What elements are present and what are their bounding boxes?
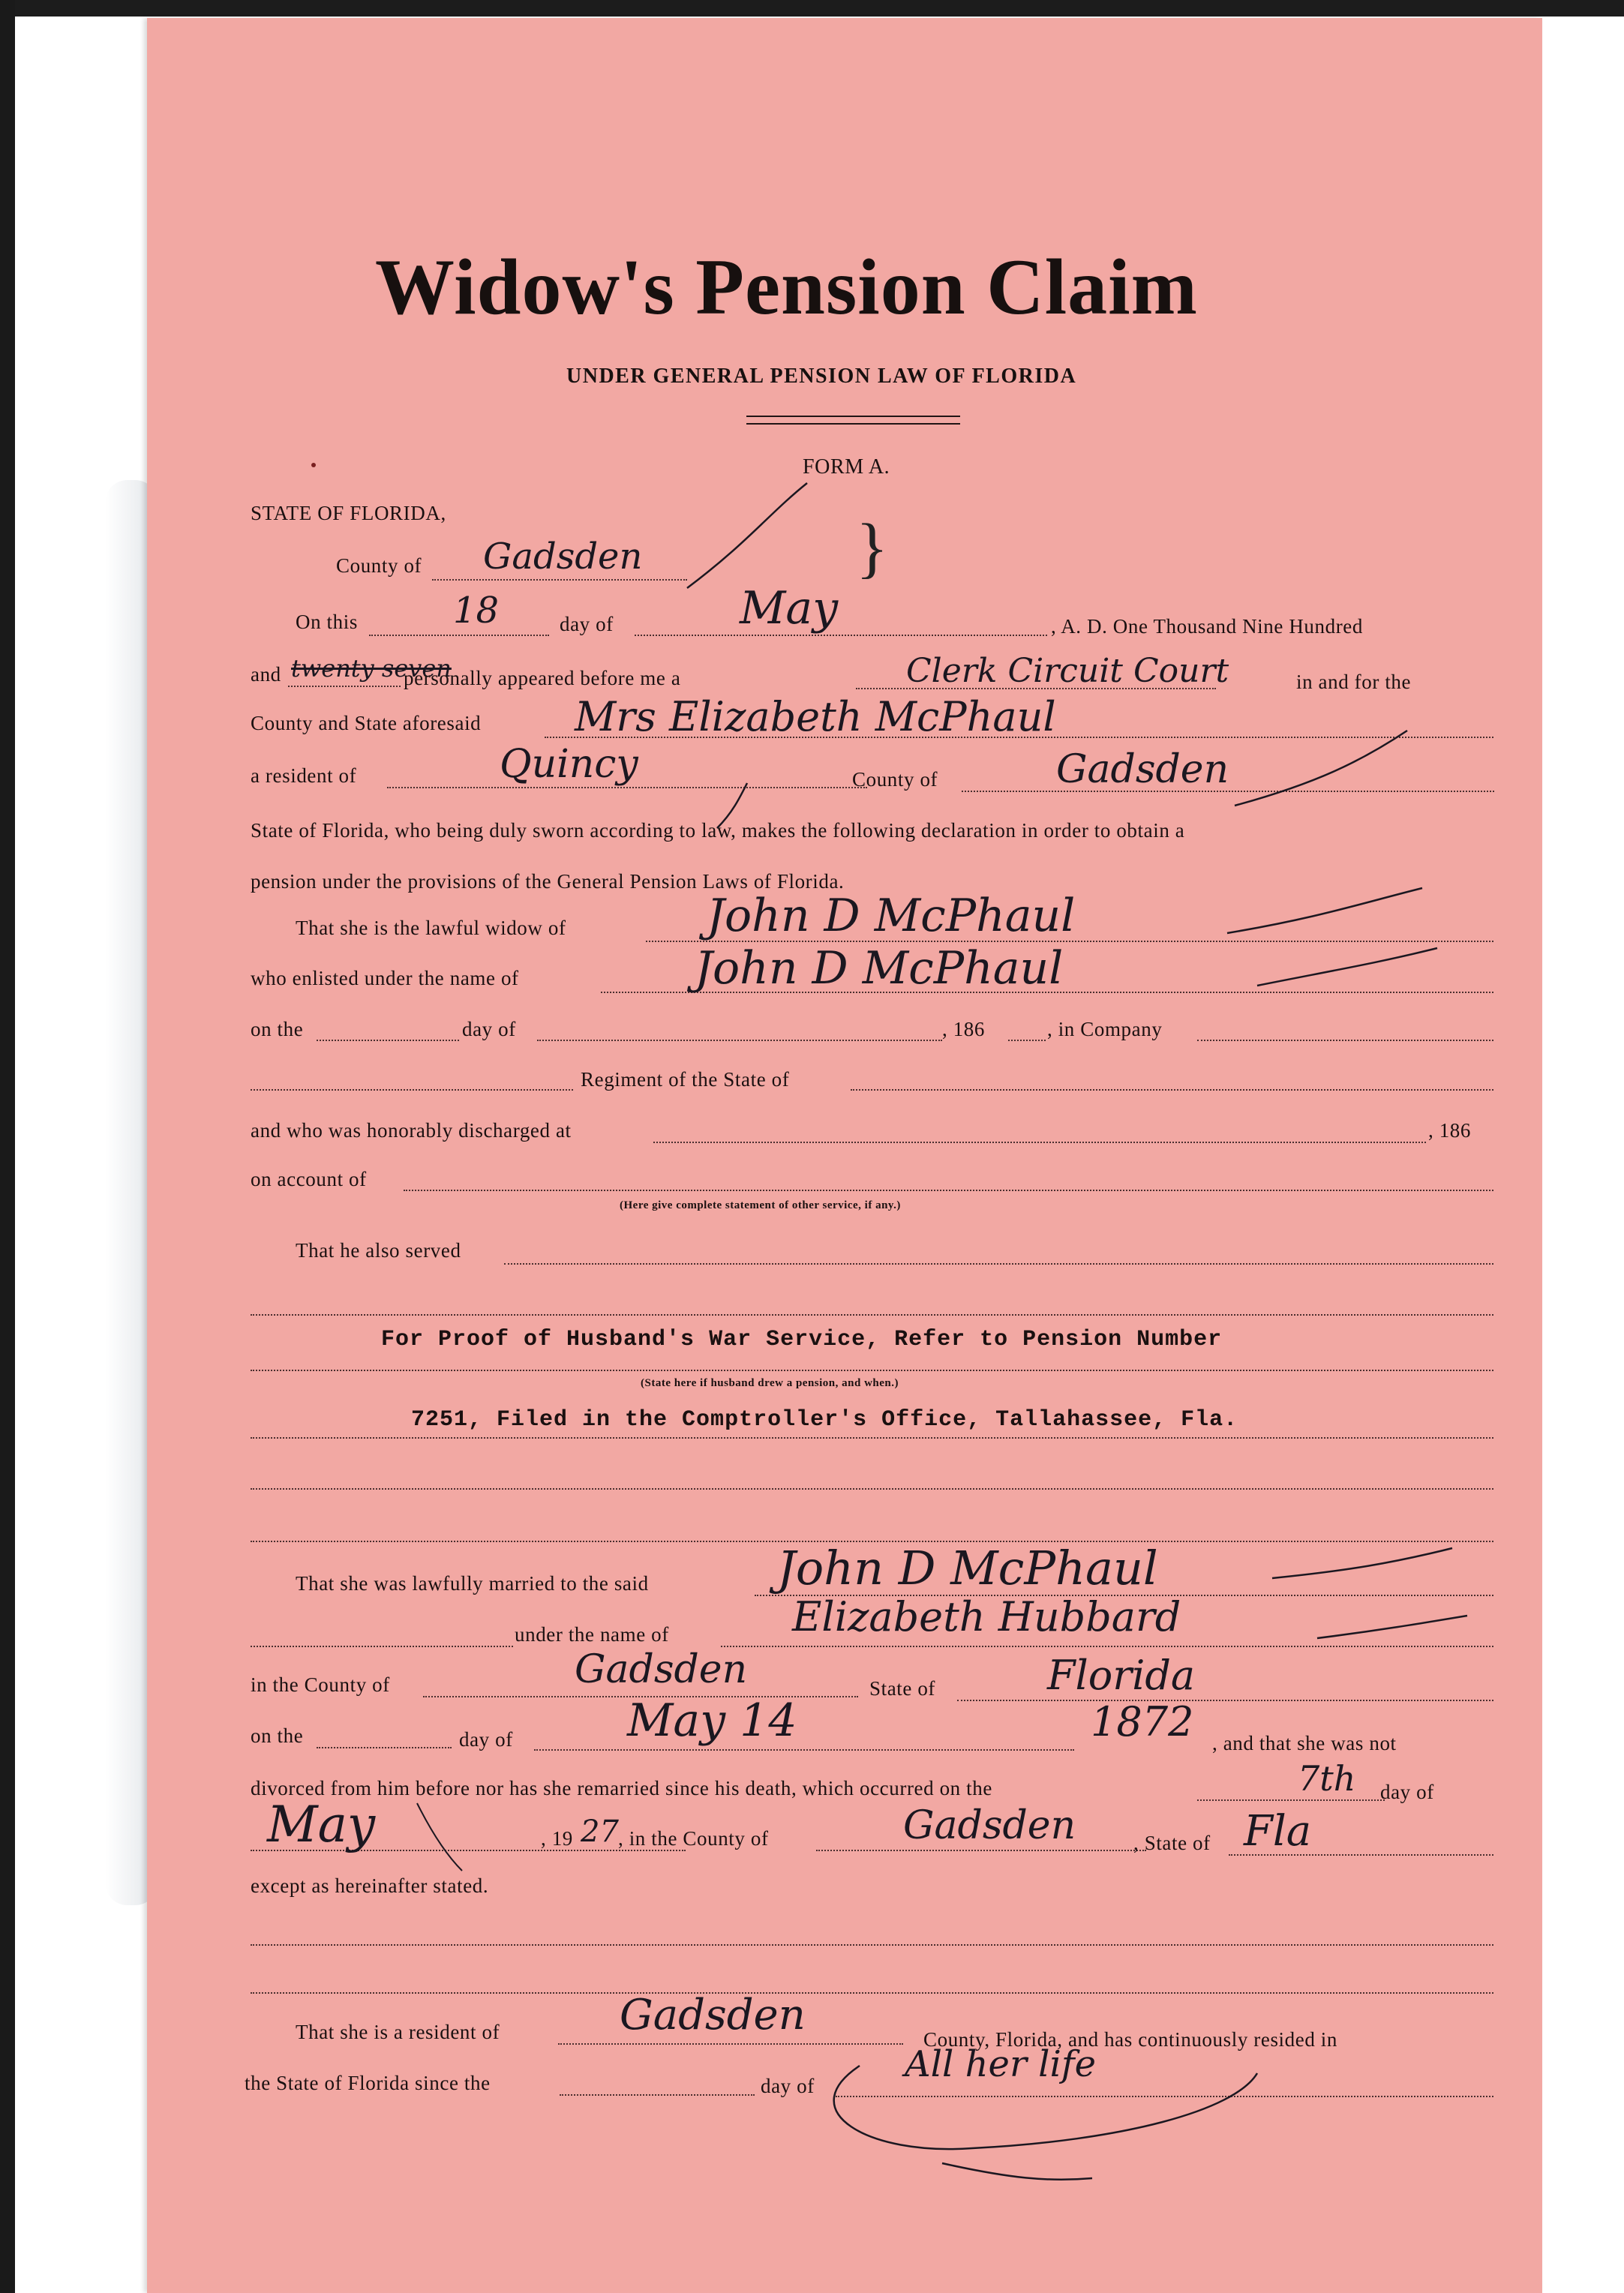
hw-officer: Clerk Circuit Court	[906, 652, 1229, 690]
under-name-label: under the name of	[515, 1623, 669, 1646]
county-of-label-2: County of	[852, 768, 938, 791]
scan-left-border	[0, 0, 15, 2293]
hw-married-year: 1872	[1091, 1698, 1194, 1745]
hw-day: 18	[453, 590, 500, 632]
brace: }	[856, 511, 889, 585]
day-of-label-5: day of	[761, 2075, 815, 2097]
on-the-label-2: on the	[251, 1724, 304, 1747]
pension-line: pension under the provisions of the General Pension Laws of Florida.	[251, 870, 845, 893]
filed-line: 7251, Filed in the Comptroller's Office, Tallahassee, Fla.	[411, 1407, 1238, 1433]
proof-line: For Proof of Husband's War Service, Refer to Pension Number	[381, 1327, 1223, 1352]
since-the-label: the State of Florida since the	[245, 2072, 491, 2094]
on-the-label: on the	[251, 1018, 304, 1040]
day-of-label: day of	[560, 613, 614, 635]
hw-resident-county: Gadsden	[620, 1991, 806, 2039]
in-county-label-2: , in the County of	[618, 1827, 769, 1850]
discharged-year-label: , 186	[1428, 1119, 1471, 1142]
pension-form-page	[147, 18, 1542, 2293]
on-account-label: on account of	[251, 1168, 367, 1190]
hw-enlisted-name: John D McPhaul	[695, 942, 1064, 995]
lawful-widow-label: That she is the lawful widow of	[296, 917, 566, 939]
state-here-note: (State here if husband drew a pension, and when.)	[641, 1377, 899, 1389]
hw-death-month: May	[267, 1796, 376, 1853]
discharged-label: and who was honorably discharged at	[251, 1119, 572, 1142]
enlisted-label: who enlisted under the name of	[251, 967, 519, 989]
day-of-label-2: day of	[462, 1018, 516, 1040]
day-of-label-3: day of	[459, 1728, 513, 1751]
form-label: FORM A.	[803, 455, 890, 479]
hw-death-state: Fla	[1244, 1807, 1312, 1856]
county-label: County of	[336, 554, 422, 577]
complete-statement-note: (Here give complete statement of other service, if any.)	[620, 1199, 901, 1211]
sworn-line: State of Florida, who being duly sworn according to law, makes the following declaration in order to obtain a	[251, 819, 1185, 842]
pen-strokes	[147, 18, 1542, 2293]
hw-death-day: 7th	[1298, 1758, 1356, 1799]
in-and-for-label: in and for the	[1296, 671, 1412, 693]
hw-resident-since: All her life	[905, 2043, 1097, 2085]
hw-married-county: Gadsden	[575, 1647, 748, 1692]
county-florida-label: County, Florida, and has continuously resided in	[923, 2028, 1337, 2051]
resident-that-label: That she is a resident of	[296, 2021, 500, 2043]
not-divorced-label: , and that she was not	[1212, 1732, 1397, 1754]
married-to-label: That she was lawfully married to the said	[296, 1572, 649, 1595]
except-label: except as hereinafter stated.	[251, 1874, 489, 1897]
year-19-label: , 19	[541, 1827, 573, 1850]
hw-year-words: twenty seven	[291, 654, 452, 683]
hw-death-county: Gadsden	[903, 1803, 1076, 1848]
also-served-label: That he also served	[296, 1239, 461, 1262]
regiment-label: Regiment of the State of	[581, 1068, 790, 1091]
form-subtitle: UNDER GENERAL PENSION LAW OF FLORIDA	[566, 365, 1077, 388]
state-label: STATE OF FLORIDA,	[251, 502, 446, 524]
ad-phrase: , A. D. One Thousand Nine Hundred	[1051, 615, 1363, 638]
state-of-label-2: , State of	[1133, 1832, 1211, 1854]
state-of-label: State of	[869, 1677, 936, 1700]
hw-month: May	[740, 582, 839, 635]
hw-residence-county: Gadsden	[1056, 747, 1229, 792]
scan-top-border	[0, 0, 1624, 17]
form-title: Widow's Pension Claim	[375, 243, 1198, 331]
hw-death-year: 27	[581, 1814, 619, 1849]
divorced-line: divorced from him before nor has she remarried since his death, which occurred on the	[251, 1777, 992, 1799]
hw-claimant: Mrs Elizabeth McPhaul	[575, 693, 1056, 740]
hw-county: Gadsden	[483, 536, 643, 578]
aforesaid-label: County and State aforesaid	[251, 712, 482, 734]
hw-married-state: Florida	[1047, 1652, 1196, 1699]
resident-of-label: a resident of	[251, 764, 357, 787]
year-186-label: , 186	[942, 1018, 985, 1040]
personally-appeared-label: personally appeared before me a	[404, 667, 681, 689]
day-of-label-4: day of	[1380, 1781, 1434, 1803]
hw-married-date: May 14	[627, 1694, 797, 1747]
hw-maiden-name: Elizabeth Hubbard	[792, 1593, 1181, 1640]
in-county-label: in the County of	[251, 1673, 390, 1696]
hw-husband: John D McPhaul	[707, 890, 1076, 942]
on-this-label: On this	[296, 611, 358, 633]
in-company-label: , in Company	[1047, 1018, 1163, 1040]
hw-residence: Quincy	[500, 742, 638, 787]
and-label: and	[251, 663, 281, 686]
hw-married-to: John D McPhaul	[777, 1541, 1158, 1595]
